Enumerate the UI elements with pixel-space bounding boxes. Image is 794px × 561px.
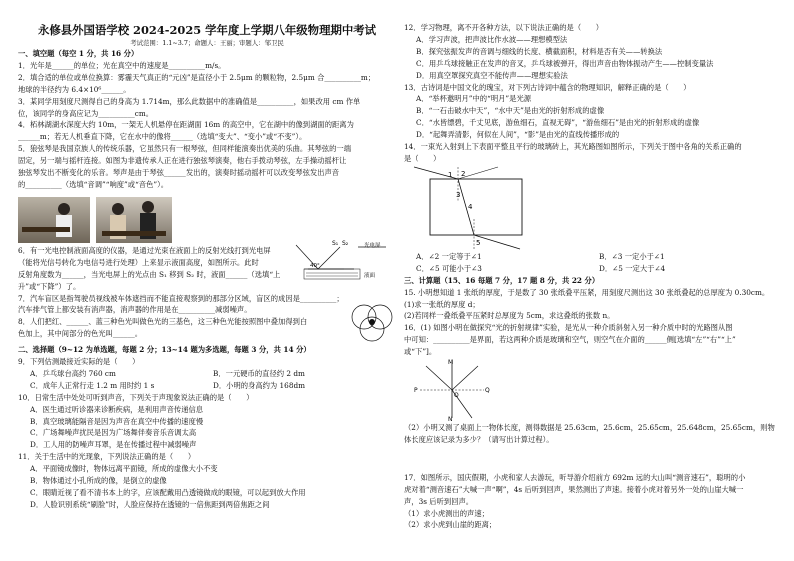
q16-refraction-diagram [412, 358, 492, 422]
q16-label-m: M [448, 359, 454, 367]
section-choice: 二、选择题（9~12 为单选题，每题 2 分；13~14 题为多选题，每题 3 分，共 14 分） [18, 345, 311, 355]
q6-line3: 反射角度数为______，当光电屏上的光点由 S₁ 移到 S₂ 时，液面______（选填“上 [18, 269, 281, 279]
q12-option-c: C．用乒乓球接触正在发声的音叉，乒乓球被弹开，得出声音由物体振动产生——控制变量法 [416, 58, 714, 68]
q14-option-c: C．∠5 可能小于∠3 [416, 263, 482, 273]
q13: 13．古诗词是中国文化的瑰宝，对下列古诗词中蕴含的物理知识，解释正确的是（ ） [404, 82, 691, 92]
q6-line1: 6．有一光电控制液面高度的仪器，是通过光束在液面上的反射光线打到光电屏 [18, 245, 271, 255]
section-calc: 三、计算题（15、16 每题 7 分，17 题 8 分，共 22 分） [404, 275, 600, 285]
exam-info: 考试范围：1.1~3.7；命题人：王丽；审题人：邹卫民 [130, 39, 284, 47]
q9-option-d: D．小明的身高约为 168dm [213, 380, 306, 390]
q5-line3: 独弦琴发出不断变化的乐音。琴声是由于琴弦______发出的，演奏时摇动摇杆可以改变琴弦发出声音 [18, 168, 340, 178]
q9-options-row2 [18, 380, 396, 392]
q14-glass-block-diagram [408, 165, 528, 251]
q4-line1: 4．柘林湖湖水深度大约 10m，一架无人机悬停在距湖面 16m 的高空中，它在湖中的像到湖面的距离为 [18, 120, 354, 130]
q11-option-c: C．眼睛近视了看不清书本上的字，应该配戴用凸透镜做成的眼镜，可以起到放大作用 [30, 488, 306, 497]
q15-line1: 15. 小明想知道 1 张纸的厚度，于是数了 30 张纸叠平压紧，用刻度尺测出这 30 张纸叠起的总厚度为 0.30cm。 [404, 287, 770, 297]
q7-line1: 7．汽车盲区是指驾驶员视线被车体遮挡而不能直接观察到的那部分区域，盲区的成因是__________； [18, 293, 344, 303]
q14-line1: 14．一束光入射到上下表面平整且平行的玻璃砖上，其光路图如图所示，下列关于图中各角的关系正确的 [404, 142, 742, 152]
musician-2-figure-icon [96, 197, 172, 243]
q6-label-screen: 光电屏 [364, 242, 381, 249]
q14-angle-5: 5 [476, 238, 481, 247]
q14-options-row2 [404, 263, 782, 275]
q17-line3: 声，3s 后听到回声。 [404, 496, 474, 506]
q2-line2: 地球的半径约为 6.4×10⁶______。 [18, 84, 131, 94]
q12-option-d: D．用真空罩探究真空不能传声——理想实验法 [416, 70, 568, 80]
musician-1-figure-icon [18, 197, 90, 243]
q1: 1．光年是______的单位；光在真空中的速度是__________m/s。 [18, 60, 226, 70]
q5-line1: 5．狼弦琴是我国京族人的传统乐器，它虽然只有一根琴弦，但同样能演奏出优美的乐曲。其琴弦的一端 [18, 144, 351, 154]
section-fill-blank: 一、填空题（每空 1 分，共 16 分） [18, 49, 139, 58]
q16-line2: 中可知：__________是界面，若这两种介质是玻璃和空气，则空气在介面的______侧[选填“左”“右”“上” [404, 335, 736, 345]
q15-line3: (2)若同样一叠纸叠平压紧时总厚度为 5cm，求这叠纸的张数 n。 [404, 311, 615, 321]
left-column [18, 0, 396, 561]
q6-label-s2: S₂ [342, 239, 349, 247]
q14-options-row1 [404, 251, 782, 263]
q10-option-c: C．广场舞噪声扰民是因为广场舞伴奏音乐音调太高 [30, 428, 197, 438]
q16-line3: 或“下”]。 [404, 347, 437, 357]
q16-label-n: N [448, 416, 453, 423]
right-column [404, 0, 782, 561]
q12: 12．学习物理，离不开各种方法，以下说法正确的是（ ） [404, 23, 604, 32]
q16-label-q: Q [485, 387, 490, 395]
q14-angle-3: 3 [456, 190, 461, 199]
q16-line1: 16．(1) 如图小明在做探究“光的折射规律”实验，是光从一种介质斜射入另一种介质中时的光路图从图 [404, 323, 733, 333]
q12-option-a: A．学习声波，把声波比作水波——理想模型法 [416, 34, 568, 44]
q5-line4: 的__________（选填“音调”“响度”或“音色”）。 [18, 179, 169, 189]
q14-line2: 是（ ） [404, 153, 441, 163]
q6-label-angle: 40° [310, 262, 320, 269]
q14-angle-1: 1 [448, 170, 453, 179]
q7-line2: 汽车排气管上都安装有消声器，消声器的作用是在__________减弱噪声。 [18, 305, 252, 315]
q11-option-a: A．平面镜成像时，物体远离平面镜，所成的虚像大小不变 [30, 464, 218, 474]
q3-line2: 位，该同学的身高应记为__________cm。 [18, 108, 154, 118]
q8-block [18, 316, 396, 340]
q17-line1: 17．如图所示，国庆假期，小虎和家人去游玩，听导游介绍前方 692m 远的大山叫“测音速石”，聪明的小 [404, 472, 746, 482]
q13-option-b: B．“一石击破水中天”，“水中天”是由光的折射形成的虚像 [416, 106, 605, 116]
q16-label-p: P [414, 387, 418, 395]
q6-label-liquid: 液面 [364, 272, 376, 279]
q17-line4: （1）求小虎测出的声速； [404, 508, 489, 518]
q16-answer-space [404, 446, 782, 472]
q14-option-b: B．∠3 一定小于∠1 [599, 251, 665, 261]
q13-option-d: D．“起舞弄清影，何似在人间”，“影”是由光的直线传播形成的 [416, 130, 620, 140]
q9-options-row1 [18, 368, 396, 380]
q2-line1: 2．填合适的单位或单位换算：雾霾天气真正的“元凶”是直径小于 2.5μm 的颗粒物，2.5μm 合__________m； [18, 72, 376, 82]
q6-label-s1: S₁ [332, 239, 339, 247]
q11: 11．关于生活中的光现象，下列说法正确的是（ ） [18, 452, 196, 462]
q13-option-a: A．“举杯邀明月”中的“明月”是光源 [416, 94, 532, 104]
q9: 9．下列估测最接近实际的是（ ） [18, 357, 140, 367]
q5-photos [18, 193, 396, 243]
q8-line2: 色加上，其中间部分的色光叫______。 [18, 329, 143, 339]
q10-option-a: A．医生通过听诊器来诊断疾病，是利用声音传递信息 [30, 404, 204, 414]
q16-line4: （2）小明又测了桌面上一物体长度，测得数据是 25.63cm，25.6cm，25.65cm，25.648cm，25.65cm，则物 [404, 423, 775, 433]
musician-photo-1 [18, 197, 90, 243]
q14-angle-4: 4 [468, 202, 473, 211]
q4-line2: ______m；若无人机垂直下降，它在水中的像将______（选填“变大”、“变小”或“不变”）。 [18, 132, 307, 142]
q15-line2: (1)求一张纸的厚度 d； [404, 299, 480, 309]
q11-option-b: B．物体通过小孔所成的像，是倒立的虚像 [30, 476, 167, 486]
q9-option-a: A．乒乓球台高约 760 cm [30, 368, 116, 378]
q6-line2: （能将光信号转化为电信号进行处理）上来显示液面高度，如图所示。此时 [18, 257, 259, 267]
q10: 10．日常生活中处处可听到声音，下列关于声现象说法正确的是（ ） [18, 392, 254, 402]
q10-option-d: D．工人用的防噪声耳罩，是在传播过程中减弱噪声 [30, 440, 197, 450]
q17-line2: 虎对着“测音速石”大喊一声“啊”，4s 后听到回声，果然测出了声速。接着小虎对着另外一处的山崖大喊一 [404, 484, 744, 494]
exam-title: 永修县外国语学校 2024-2025 学年度上学期八年级物理期中考试 [37, 23, 377, 37]
q14-option-d: D．∠5 一定大于∠4 [599, 263, 666, 273]
q6-line4: 升”或“下降”）了。 [18, 281, 81, 291]
q16-label-o: O [454, 392, 459, 400]
q9-option-c: C．成年人正常行走 1.2 m 用时约 1 s [30, 380, 155, 390]
q5-line2: 固定，另一端与摇杆连接。如图为非遗传承人正在进行独弦琴演奏，他右手拨动琴弦，左手操动摇杆让 [18, 156, 347, 166]
q13-option-c: C．“水皆缥碧，千丈见底，游鱼细石，直视无碍”，“游鱼细石”是由光的折射形成的虚像 [416, 118, 700, 128]
musician-photo-2 [96, 197, 172, 243]
q6-block [18, 239, 396, 293]
q10-option-b: B．真空玻璃能隔音是因为声音在真空中传播的速度慢 [30, 416, 204, 426]
q9-option-b: B．一元硬币的直径约 2 dm [213, 368, 305, 378]
q12-option-b: B．探究弦振发声的音调与细线的长度、横截面积，材料是否有关——转换法 [416, 46, 663, 56]
q11-option-d: D．人脸识别系统“刷脸”时，人脸应保持在透镜的一倍焦距到两倍焦距之间 [30, 499, 270, 509]
q8-line1: 8．人们把红、______、蓝三种色光叫做色光的三基色，这三种色光能按照图中叠加得到白 [18, 317, 308, 327]
q3-line1: 3．某同学用刻度尺测得自己的身高为 1.714m，那么此数据中的准确值是__________，如果改用 cm 作单 [18, 96, 361, 106]
q6-light-diagram [290, 239, 400, 291]
q17-line5: （2）求小虎到山崖的距离； [404, 520, 497, 530]
q8-color-circles-diagram [346, 302, 398, 344]
q14-option-a: A．∠2 一定等于∠1 [416, 251, 482, 261]
q16-line5: 体长度应该记录为多少？（请写出计算过程）。 [404, 434, 554, 444]
q14-angle-2: 2 [461, 169, 466, 178]
